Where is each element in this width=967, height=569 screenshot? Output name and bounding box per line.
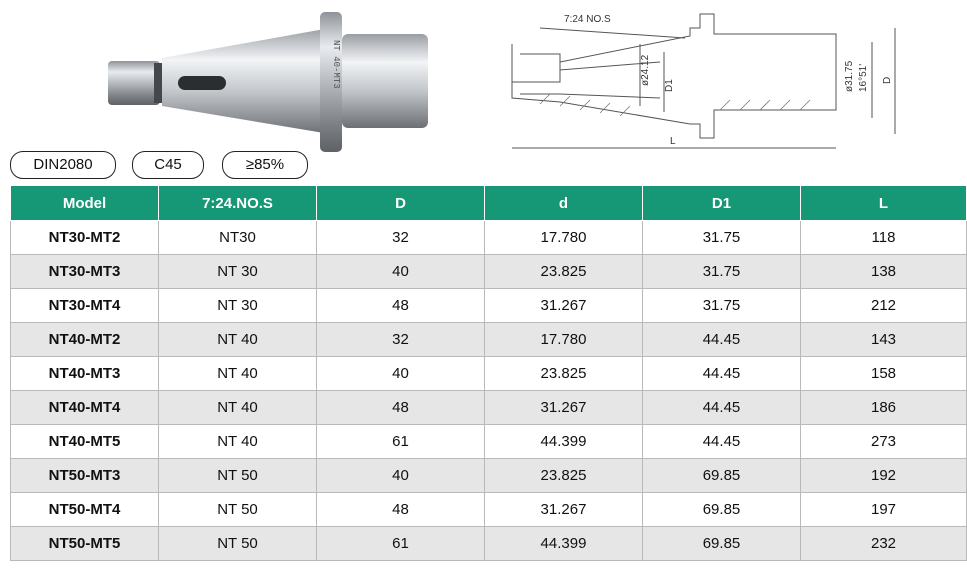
cell-taper: NT 40 (159, 323, 317, 357)
cell-taper: NT 40 (159, 391, 317, 425)
cell-taper: NT 40 (159, 425, 317, 459)
table-row (11, 357, 967, 391)
cell-d: 31.267 (485, 289, 643, 323)
cell-taper: NT 50 (159, 527, 317, 561)
cell-D: 40 (317, 255, 485, 289)
badge-standard: DIN2080 (10, 151, 116, 179)
cell-L: 273 (801, 425, 967, 459)
table-header-row (11, 186, 967, 221)
cell-D1: 44.45 (643, 391, 801, 425)
engraving: NT 40-MT3 (331, 40, 341, 89)
cell-d: 17.780 (485, 221, 643, 255)
label-d1: D1 (664, 79, 675, 92)
header-D: D (317, 186, 485, 221)
badge-material: C45 (132, 151, 204, 179)
cell-model: NT50-MT4 (11, 493, 159, 527)
cell-taper: NT 40 (159, 357, 317, 391)
label-d: ø24.12 (640, 54, 651, 86)
cell-d: 23.825 (485, 357, 643, 391)
product-photo (98, 6, 438, 156)
cell-D: 40 (317, 357, 485, 391)
cell-L: 143 (801, 323, 967, 357)
rear-body (342, 34, 428, 128)
cell-taper: NT 30 (159, 255, 317, 289)
table-body (11, 221, 967, 561)
table-row (11, 221, 967, 255)
cell-L: 192 (801, 459, 967, 493)
cell-D1: 31.75 (643, 221, 801, 255)
cell-D1: 44.45 (643, 425, 801, 459)
cell-L: 138 (801, 255, 967, 289)
cell-model: NT30-MT2 (11, 221, 159, 255)
badge-hardness: ≥85% (222, 151, 308, 179)
tang-slot (178, 76, 226, 90)
cell-L: 212 (801, 289, 967, 323)
cell-D1: 31.75 (643, 289, 801, 323)
cell-D: 48 (317, 391, 485, 425)
cell-D: 32 (317, 323, 485, 357)
cell-D1: 44.45 (643, 357, 801, 391)
label-L: L (670, 136, 676, 147)
cell-D: 61 (317, 527, 485, 561)
label-angle: 16°51' (858, 63, 869, 92)
cell-L: 186 (801, 391, 967, 425)
cell-L: 118 (801, 221, 967, 255)
cell-taper: NT 50 (159, 493, 317, 527)
cell-model: NT30-MT3 (11, 255, 159, 289)
cell-D: 48 (317, 493, 485, 527)
cell-taper: NT 30 (159, 289, 317, 323)
header-L: L (801, 186, 967, 221)
cell-D: 61 (317, 425, 485, 459)
header-D1: D1 (643, 186, 801, 221)
cell-L: 232 (801, 527, 967, 561)
cell-D1: 31.75 (643, 255, 801, 289)
table-row (11, 289, 967, 323)
cell-model: NT30-MT4 (11, 289, 159, 323)
table-row (11, 425, 967, 459)
cell-d: 23.825 (485, 459, 643, 493)
cell-model: NT50-MT5 (11, 527, 159, 561)
table-row (11, 255, 967, 289)
label-D: D (882, 76, 893, 84)
outline-upper (512, 14, 836, 82)
label-taper: 7:24 NO.S (564, 14, 611, 25)
cell-model: NT50-MT3 (11, 459, 159, 493)
table-row (11, 391, 967, 425)
cell-L: 197 (801, 493, 967, 527)
cell-d: 17.780 (485, 323, 643, 357)
cell-taper: NT30 (159, 221, 317, 255)
leader-taper (540, 28, 685, 38)
cell-D: 32 (317, 221, 485, 255)
inner-bore (520, 54, 660, 98)
header-d: d (485, 186, 643, 221)
table-row (11, 459, 967, 493)
header-taper: 7:24.NO.S (159, 186, 317, 221)
cell-d: 44.399 (485, 425, 643, 459)
cell-D: 48 (317, 289, 485, 323)
cell-d: 44.399 (485, 527, 643, 561)
cell-model: NT40-MT4 (11, 391, 159, 425)
cell-D1: 69.85 (643, 493, 801, 527)
cell-d: 31.267 (485, 493, 643, 527)
cell-model: NT40-MT5 (11, 425, 159, 459)
shank (108, 61, 160, 105)
cell-D1: 44.45 (643, 323, 801, 357)
cell-d: 31.267 (485, 391, 643, 425)
technical-drawing (500, 6, 910, 156)
label-dia: ø31.75 (844, 60, 855, 92)
cell-D: 40 (317, 459, 485, 493)
table-row (11, 493, 967, 527)
header-model: Model (11, 186, 159, 221)
cell-taper: NT 50 (159, 459, 317, 493)
table-row (11, 323, 967, 357)
cell-d: 23.825 (485, 255, 643, 289)
table-row (11, 527, 967, 561)
cell-model: NT40-MT2 (11, 323, 159, 357)
cell-D1: 69.85 (643, 527, 801, 561)
cell-L: 158 (801, 357, 967, 391)
cell-D1: 69.85 (643, 459, 801, 493)
cell-model: NT40-MT3 (11, 357, 159, 391)
spec-table (10, 185, 967, 561)
